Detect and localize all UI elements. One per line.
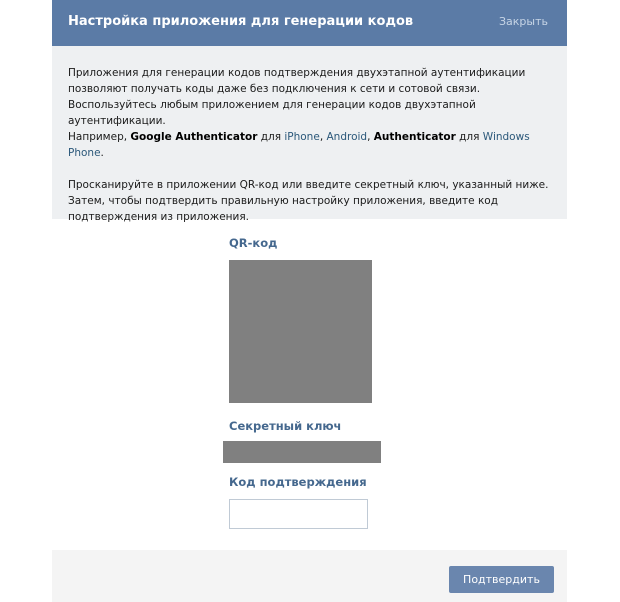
period: . [100,147,104,159]
link-iphone[interactable]: iPhone [284,131,320,143]
info-panel [52,46,567,223]
confirmation-code-title: Код подтверждения [229,475,367,489]
paragraph-gap [68,161,551,177]
info-line-1: Приложения для генерации кодов подтверждения двухэтапной аутентификации позволяют получать коды даже без подключения к сети и сотовой связи. [68,67,526,95]
separator: , [319,131,327,143]
link-windows-phone[interactable]: Windows Phone [68,131,530,159]
link-android[interactable]: Android [326,131,368,143]
secret-key-title: Секретный ключ [229,419,342,433]
secret-key-value [223,441,381,463]
confirm-button[interactable]: Подтвердить [449,566,554,593]
info-paragraph-2: Просканируйте в приложении QR-код или введите секретный ключ, указанный ниже. Затем, чтобы подтвердить правильную настройку приложения, введите код подтверждения из приложения. [68,179,549,223]
dialog-header [52,0,567,46]
for-word: для [455,131,483,143]
qr-section-title: QR-код [229,236,278,250]
info-line-2: Воспользуйтесь любым приложением для генерации кодов двухэтапной аутентификации. [68,99,476,127]
separator: , [367,131,374,143]
info-paragraph-1 [68,65,551,161]
dialog-title: Настройка приложения для генерации кодов [68,14,414,29]
app-name-google-authenticator: Google Authenticator [130,131,258,143]
app-name-authenticator: Authenticator [373,131,456,143]
example-prefix: Например, [68,131,131,143]
for-word: для [257,131,285,143]
dialog-footer [52,550,567,602]
qr-code-image [229,260,372,403]
two-factor-setup-dialog [52,0,567,602]
close-link[interactable]: Закрыть [499,15,548,28]
confirmation-code-input[interactable] [229,499,368,529]
